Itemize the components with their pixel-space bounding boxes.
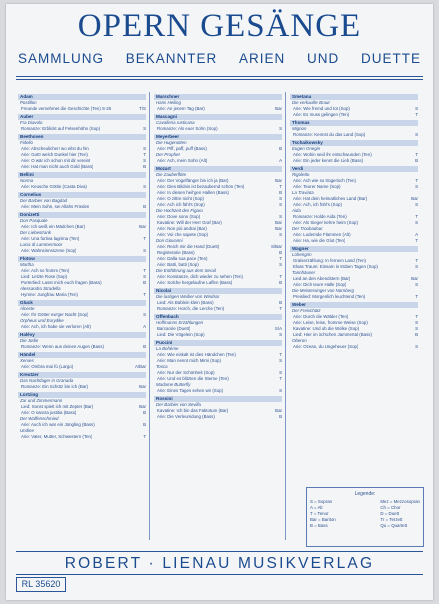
contents-column-2 xyxy=(154,92,282,548)
voice-type: S xyxy=(279,196,282,201)
voice-type: Bar xyxy=(275,408,282,413)
opera-title: Lucia di Lammermoor xyxy=(20,242,63,247)
voice-type: T xyxy=(143,268,146,273)
aria-title: Arie: Ach, ich habe sie verloren (Alt) xyxy=(21,324,91,329)
voice-type: T xyxy=(415,294,418,299)
cover-sheet xyxy=(6,4,433,600)
aria-title: Arie: Mein Sohn, sei Allahs Frieden xyxy=(21,204,90,209)
legend-right-column xyxy=(380,499,420,529)
aria-entry xyxy=(18,248,146,254)
voice-type: B xyxy=(143,164,146,169)
composer-heading: Händel xyxy=(18,352,146,358)
opera-title: Undine xyxy=(20,428,34,433)
aria-title: Arie: Non più andrai (Bar) xyxy=(157,226,207,231)
voice-type: S xyxy=(415,220,418,225)
opera-title: Eugen Onegin xyxy=(292,146,321,151)
composer-heading: Flotow xyxy=(18,256,146,262)
contents-column-3 xyxy=(290,92,418,548)
voice-type: Bar xyxy=(411,196,418,201)
composer-heading: Adam xyxy=(18,94,146,100)
voice-type: S xyxy=(143,312,146,317)
opera-title: Fra Diavolo xyxy=(20,120,43,125)
aria-title: Arie: Ich weiß ein Mädchen (Bar) xyxy=(21,224,85,229)
column-divider xyxy=(149,92,150,540)
opera-title: Alessandro Stradella xyxy=(20,286,61,291)
aria-title: Arie: Vater, Mutter, Schwestern (Ten) xyxy=(21,434,93,439)
voice-type: B xyxy=(279,280,282,285)
opera-title: Tosca xyxy=(156,364,168,369)
voice-legend xyxy=(306,487,424,547)
subtitle-word: SAMMLUNG xyxy=(18,51,105,66)
opera-title: Fidelio xyxy=(20,140,33,145)
voice-type: S xyxy=(279,214,282,219)
opera-title: Madame Butterfly xyxy=(156,382,191,387)
voice-type: B xyxy=(415,158,418,163)
opera-title: Die Hochzeit des Figaro xyxy=(156,208,203,213)
opera-title: Der Barbier von Sevilla xyxy=(156,402,201,407)
composer-heading: Cornelius xyxy=(18,192,146,198)
voice-type: T xyxy=(415,152,418,157)
opera-title: La Traviata xyxy=(292,190,314,195)
voice-type: S xyxy=(143,248,146,253)
aria-title: Arie: Ach ich fühl's (Sop) xyxy=(157,202,205,207)
voice-type: T xyxy=(415,238,418,243)
subtitle-word: DUETTE xyxy=(361,51,421,66)
legend-entry: Mez = Mezzosopran xyxy=(380,499,420,504)
voice-type: T xyxy=(143,152,146,157)
aria-title: Freunde vernehmet die Geschichte (Ten) S-25 xyxy=(21,106,112,111)
voice-type: S xyxy=(279,370,282,375)
aria-entry xyxy=(290,344,418,350)
opera-title: Die Jüdin xyxy=(20,338,39,343)
voice-type: S xyxy=(279,262,282,267)
aria-title: Arie: Piff, paff, puff (Bass) xyxy=(157,146,207,151)
aria-title: Arie: Die Verleumdung (Bass) xyxy=(157,414,215,419)
aria-entry xyxy=(154,306,282,312)
voice-type: S xyxy=(279,388,282,393)
aria-entry xyxy=(290,112,418,118)
aria-title: Arie: Ombra mai fù (Largo) xyxy=(21,364,74,369)
opera-title: Die Hugenotten xyxy=(156,140,187,145)
voice-type: T xyxy=(415,112,418,117)
composer-heading: Auber xyxy=(18,114,146,120)
voice-type: T xyxy=(143,292,146,297)
aria-title: Arie: Durch die Wälder (Ten) xyxy=(293,314,349,319)
aria-title: Arie: Ach wie so trügerisch (Ten) xyxy=(293,178,356,183)
aria-title: Arie: Und es blitzten die Sterne (Ten) xyxy=(157,376,229,381)
composer-heading: Offenbach xyxy=(154,314,282,320)
aria-title: Arie: O zittre nicht (Sop) xyxy=(157,196,204,201)
voice-type: B xyxy=(143,280,146,285)
voice-type: S xyxy=(415,264,418,269)
composer-heading: Marschner xyxy=(154,94,282,100)
voice-type: S xyxy=(415,320,418,325)
voice-type: T xyxy=(279,306,282,311)
aria-title: Arie: Eines Tages sehen wir (Sop) xyxy=(157,388,224,393)
aria-entry xyxy=(154,106,282,112)
aria-title: Arie: Batti, batti (Sop) xyxy=(157,262,199,267)
opera-title: Lohengrin xyxy=(292,252,312,257)
aria-title: Arie: Es muss gelingen (Ten) xyxy=(293,112,350,117)
aria-entry xyxy=(290,132,418,138)
voice-type: B xyxy=(143,344,146,349)
aria-title: Arie: Ozean, du Ungeheuer (Sop) xyxy=(293,344,359,349)
composer-heading: Bellini xyxy=(18,172,146,178)
aria-entry xyxy=(154,280,282,286)
collection-title: OPERN GESÄNGE xyxy=(77,8,362,44)
legend-entry: D = Duett xyxy=(380,511,400,516)
aria-title: Arie: Ein jeder kennt die Lieb (Bass) xyxy=(293,158,364,163)
voice-type: Bar xyxy=(275,178,282,183)
publisher-name: ROBERT · LIENAU MUSIKVERLAG xyxy=(64,555,375,572)
composer-heading: Halévy xyxy=(18,332,146,338)
aria-title: Arie: Keusche Göttin (Casta Diva) xyxy=(21,184,87,189)
aria-title: Lied an den Abendstern (Bar) xyxy=(293,276,351,281)
composer-heading: Rossini xyxy=(154,396,282,402)
opera-title: Der Prophet xyxy=(156,152,180,157)
voice-type: S/Bar xyxy=(271,244,282,249)
voice-type: B xyxy=(279,190,282,195)
legend-entry: Tr = Terzett xyxy=(380,517,403,522)
composer-heading: Kreutzer xyxy=(18,372,146,378)
aria-entry xyxy=(18,344,146,350)
voice-type: B xyxy=(279,300,282,305)
voice-type: S xyxy=(279,332,282,337)
voice-type: B xyxy=(143,204,146,209)
aria-title: Arie: O wär ich schon mit dir vereint xyxy=(21,158,91,163)
voice-type: T xyxy=(415,314,418,319)
legend-entry: S = Sopran xyxy=(310,499,333,504)
voice-type: Bar xyxy=(139,384,146,389)
aria-title: Arie: Ach, mein Sohn (Alt) xyxy=(157,158,208,163)
voice-type: Bar xyxy=(139,224,146,229)
subtitle-word: ARIEN xyxy=(239,51,286,66)
aria-title: Romanze: Als euer Sohn (Sop) xyxy=(157,126,218,131)
voice-type: S xyxy=(279,202,282,207)
voice-type: B xyxy=(279,146,282,151)
aria-entry xyxy=(18,106,146,112)
aria-title: Barcarole (Duett) xyxy=(157,326,191,331)
opera-title: Hans Heiling xyxy=(156,100,181,105)
aria-entry xyxy=(18,184,146,190)
opera-title: Xerxes xyxy=(20,358,34,363)
legend-entry: Qu = Quartett xyxy=(380,523,408,528)
opera-title: Alceste xyxy=(20,306,35,311)
aria-title: Romanze: Wenn aus deinen Augen (Bass) xyxy=(21,344,104,349)
legend-entry: T = Tenor xyxy=(310,511,329,516)
aria-title: Registerarie (Bass) xyxy=(157,250,195,255)
composer-heading: Thomas xyxy=(290,120,418,126)
aria-entry xyxy=(290,158,418,164)
voice-type: S xyxy=(415,344,418,349)
legend-entry: Ch = Chor xyxy=(380,505,401,510)
aria-title: Arie: Dove sono (Sop) xyxy=(157,214,201,219)
voice-type: S xyxy=(415,106,418,111)
aria-entry xyxy=(154,332,282,338)
voice-type: S xyxy=(415,132,418,137)
aria-title: Arie: Ihr Götter ew'ger Nacht (Sop) xyxy=(21,312,89,317)
opera-title: Die verkaufte Braut xyxy=(292,100,330,105)
voice-type: A xyxy=(143,324,146,329)
legend-entry: Bar = Bariton xyxy=(310,517,336,522)
voice-type: Bar xyxy=(275,106,282,111)
footer-rule xyxy=(16,551,423,552)
aria-entry xyxy=(154,414,282,420)
voice-type: B xyxy=(279,250,282,255)
composer-heading: Mozart xyxy=(154,166,282,172)
voice-type: S xyxy=(415,282,418,287)
voice-type: T xyxy=(415,178,418,183)
voice-type: B xyxy=(143,410,146,415)
voice-type: S xyxy=(143,158,146,163)
opera-title: Der Liebestrank xyxy=(20,230,51,235)
aria-title: Lied: Hier im ird'schen Jammertal (Bass) xyxy=(293,332,372,337)
catalog-number: RL 35620 xyxy=(16,577,66,592)
contents-column-1 xyxy=(18,92,146,548)
aria-title: Gralserzählung: In fernem Land (Ten) xyxy=(293,258,366,263)
subtitle-word: BEKANNTER xyxy=(125,51,218,66)
voice-type: T xyxy=(279,184,282,189)
aria-title: Arie: Hat dein heimatliches Land (Bar) xyxy=(293,196,368,201)
opera-title: Der Barbier von Bagdad xyxy=(20,198,68,203)
legend-entry: A = Alt xyxy=(310,505,323,510)
aria-entry xyxy=(18,364,146,370)
aria-entry xyxy=(290,238,418,244)
column-divider xyxy=(285,92,286,540)
opera-title: Orpheus und Eurydike xyxy=(20,318,64,323)
aria-title: Romanze: Kennst du das Land (Sop) xyxy=(293,132,366,137)
voice-type: Bar xyxy=(139,404,146,409)
voice-type: S xyxy=(143,146,146,151)
composer-heading: Lortzing xyxy=(18,392,146,398)
aria-title: Porterlied: Lasst mich euch fragen (Bass) xyxy=(21,280,102,285)
aria-title: Arie: Dich teure Halle (Sop) xyxy=(293,282,347,287)
aria-title: Arie: Una furtiva lagrima (Ten) xyxy=(21,236,80,241)
voice-type: A xyxy=(415,232,418,237)
opera-title: Tannhäuser xyxy=(292,270,316,275)
aria-title: Arie: Wahnsinnsszene (Sop) xyxy=(21,248,77,253)
opera-title: Die lustigen Weiber von Windsor xyxy=(156,294,220,299)
opera-title: Norma xyxy=(20,178,34,183)
aria-entry xyxy=(18,204,146,210)
aria-title: Lied: Als Büblein klein (Bass) xyxy=(157,300,214,305)
aria-entry xyxy=(18,164,146,170)
aria-title: Arie: Lodernde Flammen (Alt) xyxy=(293,232,351,237)
opera-title: Das Nachtlager in Granada xyxy=(20,378,74,383)
opera-title: Rigoletto xyxy=(292,172,310,177)
voice-type: B xyxy=(143,422,146,427)
aria-title: Arie: Man nennt mich Mimi (Sop) xyxy=(157,358,221,363)
voice-type: T xyxy=(279,352,282,357)
aria-title: Arie: Wie fremd und tot (Sop) xyxy=(293,106,350,111)
opera-title: Don Giovanni xyxy=(156,238,183,243)
voice-type: S xyxy=(279,232,282,237)
voice-type: S xyxy=(143,184,146,189)
opera-title: Cavalleria rusticana xyxy=(156,120,195,125)
voice-type: S xyxy=(143,274,146,279)
aria-title: Arie: Ach so fromm (Ten) xyxy=(21,268,70,273)
voice-type: T xyxy=(279,274,282,279)
composer-heading: Verdi xyxy=(290,166,418,172)
aria-entry xyxy=(290,294,418,300)
composer-heading: Wagner xyxy=(290,246,418,252)
aria-entry xyxy=(154,388,282,394)
opera-title: Der Waffenschmied xyxy=(20,416,59,421)
aria-title: Arie: Hat man nicht auch Gold (Bass) xyxy=(21,164,94,169)
collection-subtitle xyxy=(18,51,421,66)
composer-heading: Beethoven xyxy=(18,134,146,140)
composer-heading: Smetana xyxy=(290,94,418,100)
aria-title: Kavatine: Und ob die Wolke (Sop) xyxy=(293,326,360,331)
voice-type: S xyxy=(279,358,282,363)
legend-entry: B = Bass xyxy=(310,523,328,528)
aria-title: Arie: Auch ich war ein Jüngling (Bass) xyxy=(21,422,95,427)
aria-entry xyxy=(18,384,146,390)
aria-title: Romanze: Erblickt auf Felsenhöhn (Sop) xyxy=(21,126,101,131)
aria-entry xyxy=(18,434,146,440)
opera-title: Hoffmanns Erzählungen xyxy=(156,320,204,325)
voice-type: T xyxy=(143,236,146,241)
legend-title: Legende: xyxy=(354,491,376,497)
aria-title: Arie: In diesen heil'gen Hallen (Bass) xyxy=(157,190,229,195)
aria-title: Arie: Leise, leise, fromme Weise (Sop) xyxy=(293,320,368,325)
composer-heading: Donizetti xyxy=(18,212,146,218)
legend-left-column xyxy=(310,499,336,529)
aria-title: Kavatine: Ich bin das Faktotum (Bar) xyxy=(157,408,229,413)
voice-type: S xyxy=(415,184,418,189)
voice-type: B xyxy=(279,414,282,419)
composer-heading: Weber xyxy=(290,302,418,308)
voice-type: T xyxy=(279,256,282,261)
voice-type: T/S xyxy=(139,106,146,111)
aria-title: Arie: An jenem Tag (Bar) xyxy=(157,106,205,111)
aria-title: Arie: Wohin seid ihr entschwunden (Ten) xyxy=(293,152,372,157)
aria-title: Arie: Der Vogelfänger bin ich ja (Bar) xyxy=(157,178,229,183)
opera-title: Oberon xyxy=(292,338,307,343)
voice-type: S xyxy=(279,126,282,131)
aria-entry xyxy=(18,126,146,132)
aria-title: Arie: Voi che sapete (Sop) xyxy=(157,232,209,237)
voice-type: S xyxy=(415,202,418,207)
subtitle-word: UND xyxy=(307,51,340,66)
opera-title: Die Entführung aus dem Serail xyxy=(156,268,216,273)
opera-title: La Bohème xyxy=(156,346,179,351)
voice-type: S/A xyxy=(274,326,282,331)
aria-title: Arie: Dalla sua pace (Ten) xyxy=(157,256,208,261)
aria-title: Romanze: Holde Aida (Ten) xyxy=(293,214,347,219)
voice-type: A/Bar xyxy=(135,364,146,369)
aria-title: Arie: O sancta justitia (Bass) xyxy=(21,410,77,415)
aria-title: Arie: Solche hergelaufne Laffen (Bass) xyxy=(157,280,233,285)
opera-title: Mignon xyxy=(292,126,307,131)
aria-title: Preislied: Morgenlich leuchtend (Ten) xyxy=(293,294,366,299)
opera-title: Die Meistersinger von Nürnberg xyxy=(292,288,354,293)
aria-title: Arie: Dies Bildnis ist bezaubernd schön (Ten) xyxy=(157,184,245,189)
aria-entry xyxy=(18,324,146,330)
header-rule-thin xyxy=(16,79,423,80)
aria-title: Arie: Ach, ich fühl's (Sop) xyxy=(293,202,342,207)
aria-title: Hymne: Jungfrau Maria (Ten) xyxy=(21,292,78,297)
aria-entry xyxy=(154,126,282,132)
composer-heading: Meyerbeer xyxy=(154,134,282,140)
voice-type: T xyxy=(415,214,418,219)
voice-type: Bar xyxy=(411,276,418,281)
opera-title: Der Freischütz xyxy=(292,308,321,313)
composer-heading: Tschaikowsky xyxy=(290,140,418,146)
composer-heading: Gluck xyxy=(18,300,146,306)
opera-title: Die Zauberflöte xyxy=(156,172,187,177)
aria-title: Romanze: Ein Schütz bin ich (Bar) xyxy=(21,384,89,389)
voice-type: A xyxy=(279,158,282,163)
opera-title: Postillon xyxy=(20,100,37,105)
voice-type: T xyxy=(279,376,282,381)
opera-title: Zar und Zimmermann xyxy=(20,398,63,403)
voice-type: Bar xyxy=(275,226,282,231)
footer-rule-bottom xyxy=(16,574,423,575)
aria-title: Arie: Wie eiskalt ist dies Händchen (Ten) xyxy=(157,352,236,357)
aria-title: Arie: Nur der Schönheit (Sop) xyxy=(157,370,215,375)
aria-entry xyxy=(154,158,282,164)
opera-title: Der Troubadour xyxy=(292,226,323,231)
aria-title: Arie: Konstanze, dich wieder zu sehen (Ten) xyxy=(157,274,243,279)
voice-type: Bar xyxy=(275,220,282,225)
opera-title: Aida xyxy=(292,208,301,213)
aria-title: Arie: Ha, wie die Glut (Ten) xyxy=(293,238,346,243)
composer-heading: Puccini xyxy=(154,340,282,346)
aria-title: Kavatine: Will der Herr Graf (Bar) xyxy=(157,220,222,225)
voice-type: T xyxy=(143,434,146,439)
aria-title: Romanze: Horch, die Lerche (Ten) xyxy=(157,306,225,311)
opera-title: Martha xyxy=(20,262,34,267)
voice-type: B xyxy=(415,332,418,337)
aria-title: Arie: Reich mir die Hand (Duett) xyxy=(157,244,220,249)
aria-title: Arie: Als Sieger kehre heim (Sop) xyxy=(293,220,358,225)
header-rule xyxy=(16,76,423,77)
aria-title: Arie: Abscheulicher! wo eilst du hin xyxy=(21,146,89,151)
aria-entry xyxy=(18,292,146,298)
aria-title: Arie: Teurer Name (Sop) xyxy=(293,184,341,189)
aria-title: Arie: Gott! welch Dunkel hier (Ten) xyxy=(21,152,88,157)
aria-title: Elsas Traum: Einsam in trüben Tagen (Sop) xyxy=(293,264,378,269)
opera-title: Don Pasquale xyxy=(20,218,48,223)
composer-heading: Mascagni xyxy=(154,114,282,120)
aria-title: Lied: Letzte Rose (Sop) xyxy=(21,274,68,279)
voice-type: T xyxy=(415,258,418,263)
aria-title: Lied: Die Vögelein (Sop) xyxy=(157,332,205,337)
voice-type: S xyxy=(415,326,418,331)
composer-heading: Nicolai xyxy=(154,288,282,294)
voice-type: S xyxy=(143,126,146,131)
aria-title: Lied: Sonst spielt ich mit Zepter (Bar) xyxy=(21,404,94,409)
